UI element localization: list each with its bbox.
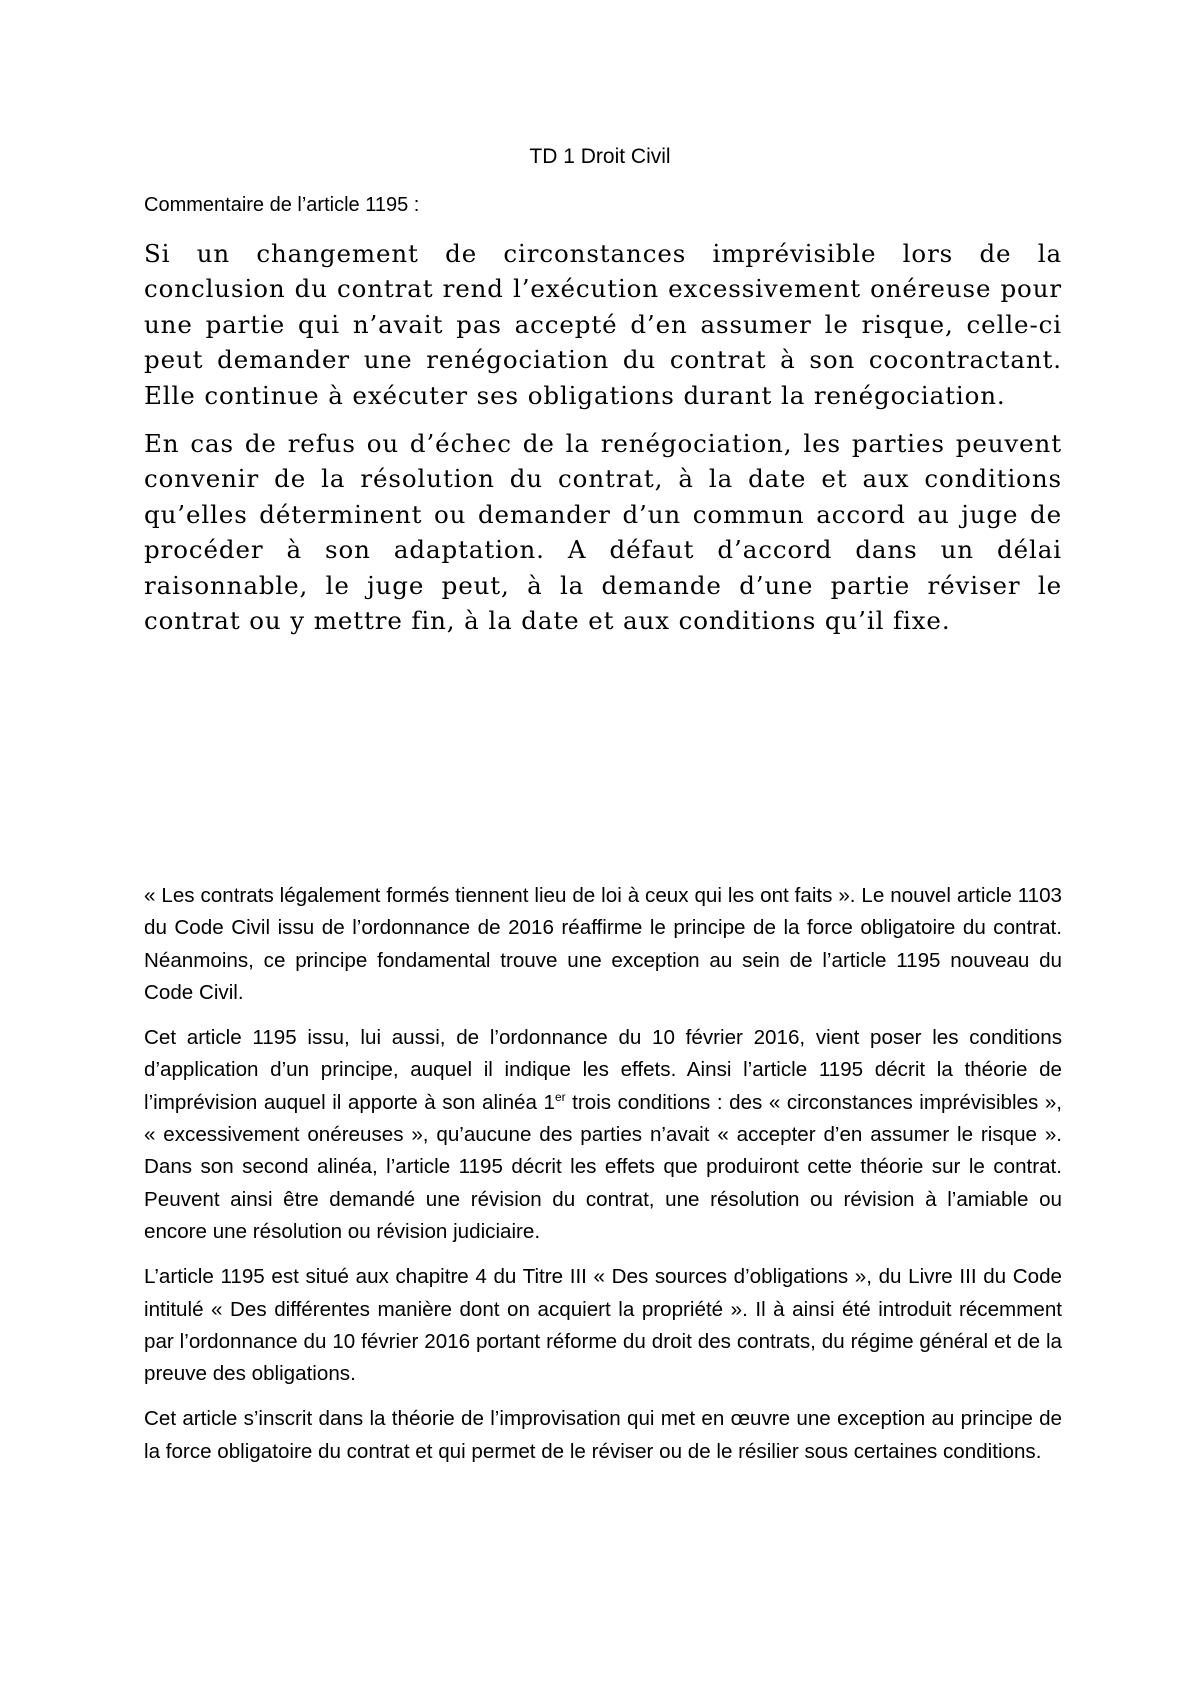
commentary-paragraph-2-part-2: trois conditions : des « circonstances imprévisibles », « excessivement onéreuses », qu’aucune des parties n’avait « accepter d’en assumer le risque ». Dans son second alinéa, l’article 1195 décrit les effets que produiront cette théorie sur le contrat. Peuvent ainsi être demandé une révision du contrat, une résolution ou révision à l’amiable ou encore une résolution ou révision judiciaire. [144,1090,1063,1243]
page-subtitle: Commentaire de l’article 1195 : [144,194,420,216]
commentary-paragraph-4: Cet article s’inscrit dans la théorie de l’improvisation qui met en œuvre une exception au principe de la force obligatoire du contrat et qui permet de le réviser ou de le résilier sous certaines conditions. [144,1407,1062,1463]
page-title: TD 1 Droit Civil [529,145,671,168]
article-paragraph-2: En cas de refus ou d’échec de la renégociation, les parties peuvent convenir de la résolution du contrat, à la date et aux conditions qu’elles déterminent ou demander d’un commun accord au juge de procéder à son adaptation. A défaut d’accord dans un délai raisonnable, le juge peut, à la demande d’une partie réviser le contrat ou y mettre fin, à la date et aux conditions qu’il fixe. [144,429,1062,636]
ordinal-superscript: er [554,1089,566,1104]
commentary-paragraph-2 [144,1022,1062,1248]
article-paragraph-1: Si un changement de circonstances imprévisible lors de la conclusion du contrat rend l’exécution excessivement onéreuse pour une partie qui n’avait pas accepté d’en assumer le risque, celle-ci peut demander une renégociation du contrat à son cocontractant. Elle continue à exécuter ses obligations durant la renégociation. [144,239,1062,410]
commentary-paragraph-1: « Les contrats légalement formés tiennent lieu de loi à ceux qui les ont faits ». Le nouvel article 1103 du Code Civil issu de l’ordonnance de 2016 réaffirme le principe de la force obligatoire du contrat. Néanmoins, ce principe fondamental trouve une exception au sein de l’article 1195 nouveau du Code Civil. [144,884,1062,1004]
article-text-block [144,236,1062,651]
commentary-block [144,880,1062,1481]
commentary-paragraph-2-part-1: Cet article 1195 issu, lui aussi, de l’ordonnance du 10 février 2016, vient poser les conditions d’application d’un principe, auquel il indique les effets. Ainsi l’article 1195 décrit la théorie de l’imprévision auquel il apporte à son alinéa 1 [144,1026,1062,1114]
commentary-paragraph-3: L’article 1195 est situé aux chapitre 4 du Titre III « Des sources d’obligations », du Livre III du Code intitulé « Des différentes manière dont on acquiert la propriété ». Il à ainsi été introduit récemment par l’ordonnance du 10 février 2016 portant réforme du droit des contrats, du régime général et de la preuve des obligations. [144,1265,1062,1386]
